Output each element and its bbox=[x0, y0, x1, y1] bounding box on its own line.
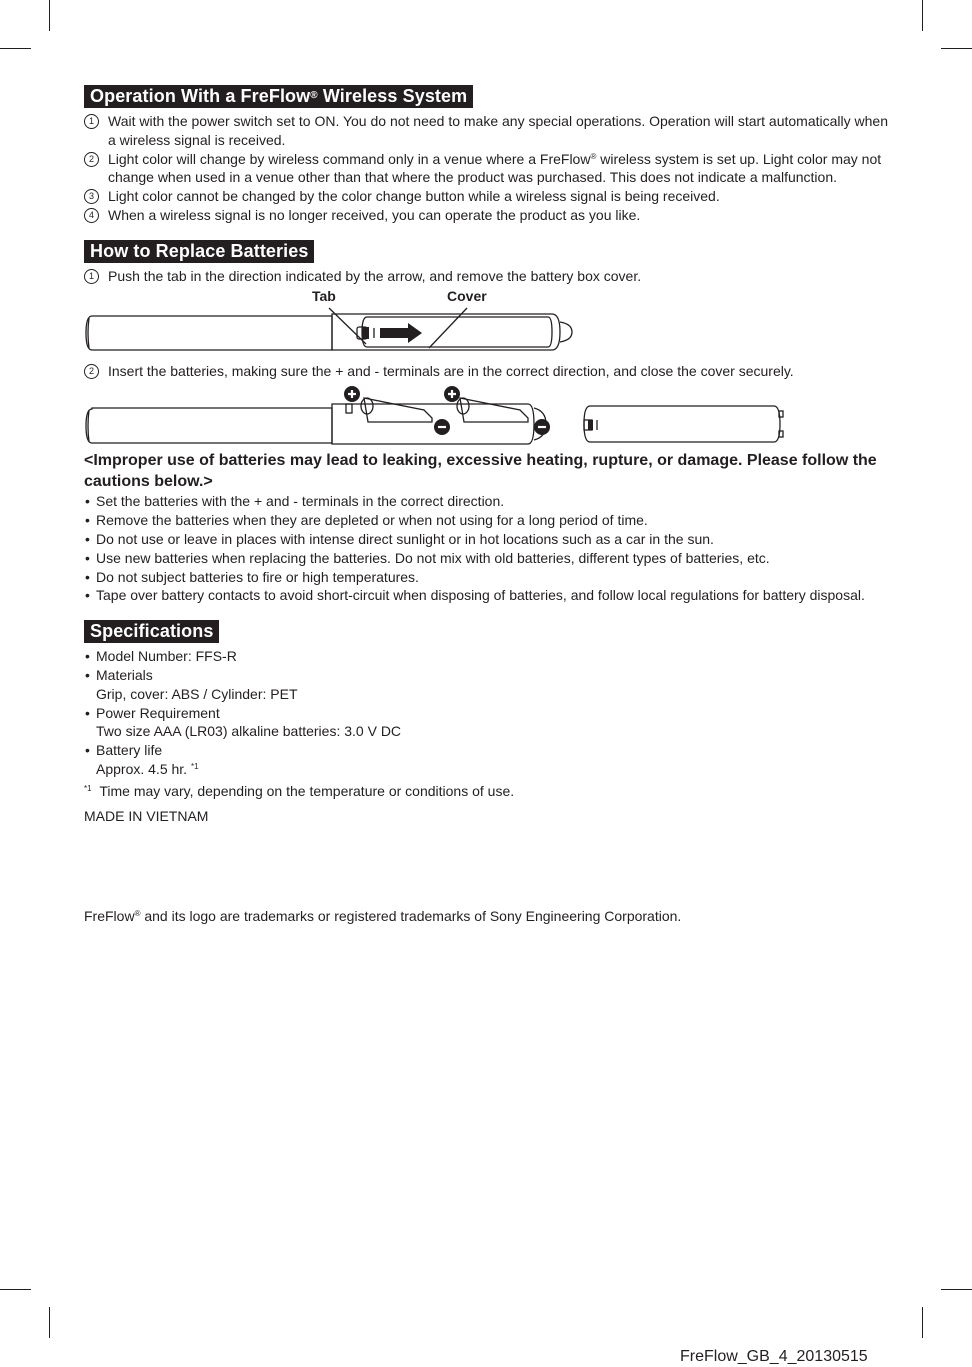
diagram-remove-cover bbox=[84, 286, 894, 362]
caution-item: • Remove the batteries when they are depleted or when not using for a long period of time. bbox=[84, 511, 894, 530]
spec-materials: • Materials Grip, cover: ABS / Cylinder: PET bbox=[84, 666, 894, 704]
caution-item: • Use new batteries when replacing the batteries. Do not mix with old batteries, different types of batteries, etc. bbox=[84, 549, 894, 568]
operation-heading: Operation With a FreFlow® Wireless System bbox=[84, 85, 473, 108]
crop-mark-bottom-left-h bbox=[0, 1289, 31, 1290]
specifications-section bbox=[84, 620, 894, 825]
caution-item: • Do not subject batteries to fire or high temperatures. bbox=[84, 568, 894, 587]
circled-number: 4 bbox=[84, 208, 99, 223]
circled-number: 1 bbox=[84, 114, 99, 129]
spec-model-number: • Model Number: FFS-R bbox=[84, 647, 894, 666]
battery-step-2: 2 Insert the batteries, making sure the + and - terminals are in the correct direction, and close the cover securely. bbox=[84, 362, 894, 381]
battery-insertion-illustration bbox=[84, 380, 804, 450]
crop-mark-bottom-right-h bbox=[941, 1289, 972, 1290]
trademark-notice: FreFlow® and its logo are trademarks or registered trademarks of Sony Engineering Corporation. bbox=[84, 908, 682, 925]
crop-mark-top-right-v bbox=[922, 0, 923, 31]
operation-item-3: 3 Light color cannot be changed by the color change button while a wireless signal is being received. bbox=[84, 187, 894, 206]
operation-section bbox=[84, 85, 894, 225]
caution-item: • Set the batteries with the + and - terminals in the correct direction. bbox=[84, 492, 894, 511]
batteries-steps bbox=[84, 267, 894, 286]
tab-label: Tab bbox=[312, 287, 336, 304]
batteries-section bbox=[84, 240, 894, 605]
crop-mark-top-left-h bbox=[0, 48, 31, 49]
plus-terminal-icon bbox=[444, 386, 460, 402]
crop-mark-bottom-right-v bbox=[922, 1307, 923, 1338]
penlight-cover-illustration bbox=[84, 286, 584, 362]
crop-mark-bottom-left-v bbox=[49, 1307, 50, 1338]
circled-number: 2 bbox=[84, 152, 99, 167]
minus-terminal-icon bbox=[434, 419, 450, 435]
crop-mark-top-left-v bbox=[49, 0, 50, 31]
minus-terminal-icon bbox=[534, 419, 550, 435]
circled-number: 2 bbox=[84, 364, 99, 379]
specifications-list bbox=[84, 647, 894, 779]
operation-item-2: 2 Light color will change by wireless command only in a venue where a FreFlow® wireless system is set up. Light color may not change when used in a venue other than that where the product was purchased. This does not indicate a malfunction. bbox=[84, 150, 894, 188]
circled-number: 3 bbox=[84, 189, 99, 204]
cover-label: Cover bbox=[447, 287, 487, 304]
country-of-origin: MADE IN VIETNAM bbox=[84, 807, 209, 824]
spec-footnote: $^{*1}$ Time may vary, depending on the temperature or conditions of use. bbox=[84, 782, 515, 799]
battery-cautions bbox=[84, 492, 894, 605]
spec-power: • Power Requirement Two size AAA (LR03) alkaline batteries: 3.0 V DC bbox=[84, 704, 894, 742]
document-id: FreFlow_GB_4_20130515 bbox=[680, 1348, 868, 1365]
plus-terminal-icon bbox=[344, 386, 360, 402]
battery-step-1: 1 Push the tab in the direction indicated by the arrow, and remove the battery box cover. bbox=[84, 267, 894, 286]
page-content bbox=[84, 85, 894, 926]
operation-item-4: 4 When a wireless signal is no longer received, you can operate the product as you like. bbox=[84, 206, 894, 225]
batteries-heading: How to Replace Batteries bbox=[84, 240, 314, 263]
operation-list bbox=[84, 112, 894, 225]
caution-item: • Tape over battery contacts to avoid short-circuit when disposing of batteries, and follow local regulations for battery disposal. bbox=[84, 586, 894, 605]
specifications-heading: Specifications bbox=[84, 620, 219, 643]
spec-battery-life: • Battery life Approx. 4.5 hr. $^{*1}$ bbox=[84, 741, 894, 779]
operation-item-1: 1 Wait with the power switch set to ON. You do not need to make any special operations. Operation will start automatically when a wireless signal is received. bbox=[84, 112, 894, 150]
diagram-insert-batteries bbox=[84, 380, 894, 450]
circled-number: 1 bbox=[84, 269, 99, 284]
crop-mark-top-right-h bbox=[941, 48, 972, 49]
battery-warning: <Improper use of batteries may lead to leaking, excessive heating, rupture, or damage. Please follow the cautions below.> bbox=[84, 452, 877, 491]
caution-item: • Do not use or leave in places with intense direct sunlight or in hot locations such as a car in the sun. bbox=[84, 530, 894, 549]
batteries-steps-2 bbox=[84, 362, 894, 381]
